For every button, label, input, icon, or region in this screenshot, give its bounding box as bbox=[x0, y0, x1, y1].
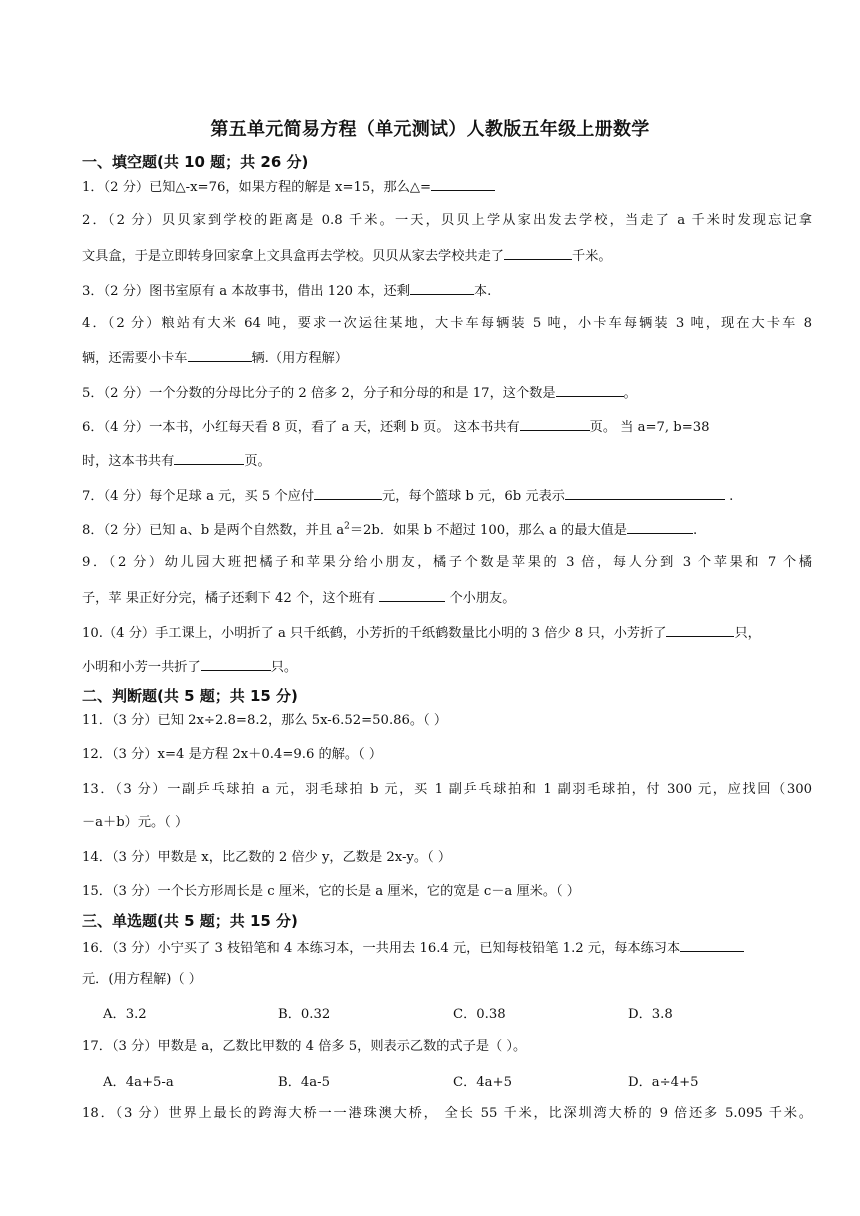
question-5: 5．（2 分）一个分数的分母比分子的 2 倍多 2，分子和分母的和是 17，这个数是 。 bbox=[82, 382, 812, 404]
question-18: 18．（3 分）世界上最长的跨海大桥一一港珠澳大桥， 全长 55 千米，比深圳湾大桥的 9 倍还多 5.095 千米。 bbox=[82, 1106, 812, 1121]
question-12: 12．（3 分）x=4 是方程 2x＋0.4=9.6 的解。（ ） bbox=[82, 747, 383, 762]
answer-blank[interactable] bbox=[565, 485, 725, 500]
question-2-line-2: 文具盒，于是立即转身回家拿上文具盒再去学校。贝贝从家去学校共走了 千米。 bbox=[82, 245, 812, 267]
answer-blank[interactable] bbox=[379, 587, 445, 602]
question-16-line-2: 元．(用方程解)（ ） bbox=[82, 972, 202, 987]
page-title: 第五单元简易方程（单元测试）人教版五年级上册数学 bbox=[210, 119, 650, 140]
question-10-line-2: 小明和小芳一共折了 只。 bbox=[82, 656, 812, 678]
option-b[interactable]: B．4a-5 bbox=[278, 1075, 330, 1090]
question-7: 7．（4 分）每个足球 a 元，买 5 个应付 元，每个篮球 b 元，6b 元表示 . bbox=[82, 485, 812, 507]
option-d[interactable]: D．3.8 bbox=[628, 1007, 673, 1022]
answer-blank[interactable] bbox=[201, 656, 271, 671]
question-15: 15．（3 分）一个长方形周长是 c 厘米，它的长是 a 厘米，它的宽是 c－a 厘米。（ ） bbox=[82, 884, 580, 899]
question-8: 8．（2 分）已知 a、b 是两个自然数，并且 $a^2=2b$．如果 b 不超过 100，那么 a 的最大值是 . bbox=[82, 519, 812, 541]
question-10-line-1: 10.（4 分）手工课上，小明折了 a 只千纸鹤，小芳折的千纸鹤数量比小明的 3 倍少 8 只，小芳折了 只， bbox=[82, 622, 812, 644]
question-2-line-1: 2．（2 分）贝贝家到学校的距离是 0.8 千米。一天，贝贝上学从家出发去学校，当走了 a 千米时发现忘记拿 bbox=[82, 213, 812, 228]
option-c[interactable]: C．4a+5 bbox=[453, 1075, 512, 1090]
question-9-line-1: 9．（2 分）幼儿园大班把橘子和苹果分给小朋友，橘子个数是苹果的 3 倍，每人分到 3 个苹果和 7 个橘 bbox=[82, 555, 812, 570]
section-heading-multiple-choice: 三、单选题(共 5 题；共 15 分) bbox=[82, 912, 298, 930]
question-4-line-1: 4．（2 分）粮站有大米 64 吨，要求一次运往某地，大卡车每辆装 5 吨，小卡车每辆装 3 吨，现在大卡车 8 bbox=[82, 316, 812, 331]
answer-blank[interactable] bbox=[556, 382, 624, 397]
question-16-line-1: 16．（3 分）小宁买了 3 枝铅笔和 4 本练习本，一共用去 16.4 元，已知每枝铅笔 1.2 元，每本练习本 bbox=[82, 937, 812, 959]
answer-blank[interactable] bbox=[504, 245, 572, 260]
answer-blank[interactable] bbox=[188, 347, 252, 362]
option-c[interactable]: C．0.38 bbox=[453, 1007, 506, 1022]
question-3: 3．（2 分）图书室原有 a 本故事书，借出 120 本，还剩 本. bbox=[82, 280, 812, 302]
answer-blank[interactable] bbox=[666, 622, 734, 637]
question-14: 14．（3 分）甲数是 x，比乙数的 2 倍少 y，乙数是 2x-y。（ ） bbox=[82, 850, 452, 865]
answer-blank[interactable] bbox=[431, 176, 495, 191]
answer-blank[interactable] bbox=[410, 280, 474, 295]
section-heading-true-false: 二、判断题(共 5 题；共 15 分) bbox=[82, 687, 298, 705]
question-17: 17．（3 分）甲数是 a，乙数比甲数的 4 倍多 5，则表示乙数的式子是（ ）。 bbox=[82, 1039, 527, 1054]
option-a[interactable]: A．3.2 bbox=[103, 1007, 147, 1022]
answer-blank[interactable] bbox=[680, 937, 744, 952]
question-4-line-2: 辆，还需要小卡车 辆.（用方程解） bbox=[82, 347, 812, 369]
question-1: 1．（2 分）已知△-x=76，如果方程的解是 x=15，那么△= bbox=[82, 176, 812, 198]
question-6-line-2: 时，这本书共有 页。 bbox=[82, 450, 812, 472]
question-13-line-1: 13．（3 分）一副乒乓球拍 a 元，羽毛球拍 b 元，买 1 副乒乓球拍和 1 副羽毛球拍，付 300 元，应找回（300 bbox=[82, 782, 812, 797]
option-d[interactable]: D．a÷4+5 bbox=[628, 1075, 699, 1090]
option-b[interactable]: B．0.32 bbox=[278, 1007, 331, 1022]
question-9-line-2: 子，苹 果正好分完，橘子还剩下 42 个，这个班有 个小朋友。 bbox=[82, 587, 812, 609]
question-13-line-2: －a＋b）元。（ ） bbox=[82, 815, 189, 830]
question-11: 11．（3 分）已知 2x÷2.8=8.2，那么 5x-6.52=50.86。（ ） bbox=[82, 713, 448, 728]
answer-blank[interactable] bbox=[314, 485, 382, 500]
answer-blank[interactable] bbox=[174, 450, 244, 465]
answer-blank[interactable] bbox=[627, 519, 693, 534]
option-a[interactable]: A．4a+5-a bbox=[103, 1075, 174, 1090]
answer-blank[interactable] bbox=[520, 416, 590, 431]
question-6-line-1: 6．（4 分）一本书，小红每天看 8 页，看了 a 天，还剩 b 页。 这本书共有 页。 当 a=7, b=38 bbox=[82, 416, 812, 438]
section-heading-fill-blank: 一、填空题(共 10 题；共 26 分) bbox=[82, 153, 309, 171]
